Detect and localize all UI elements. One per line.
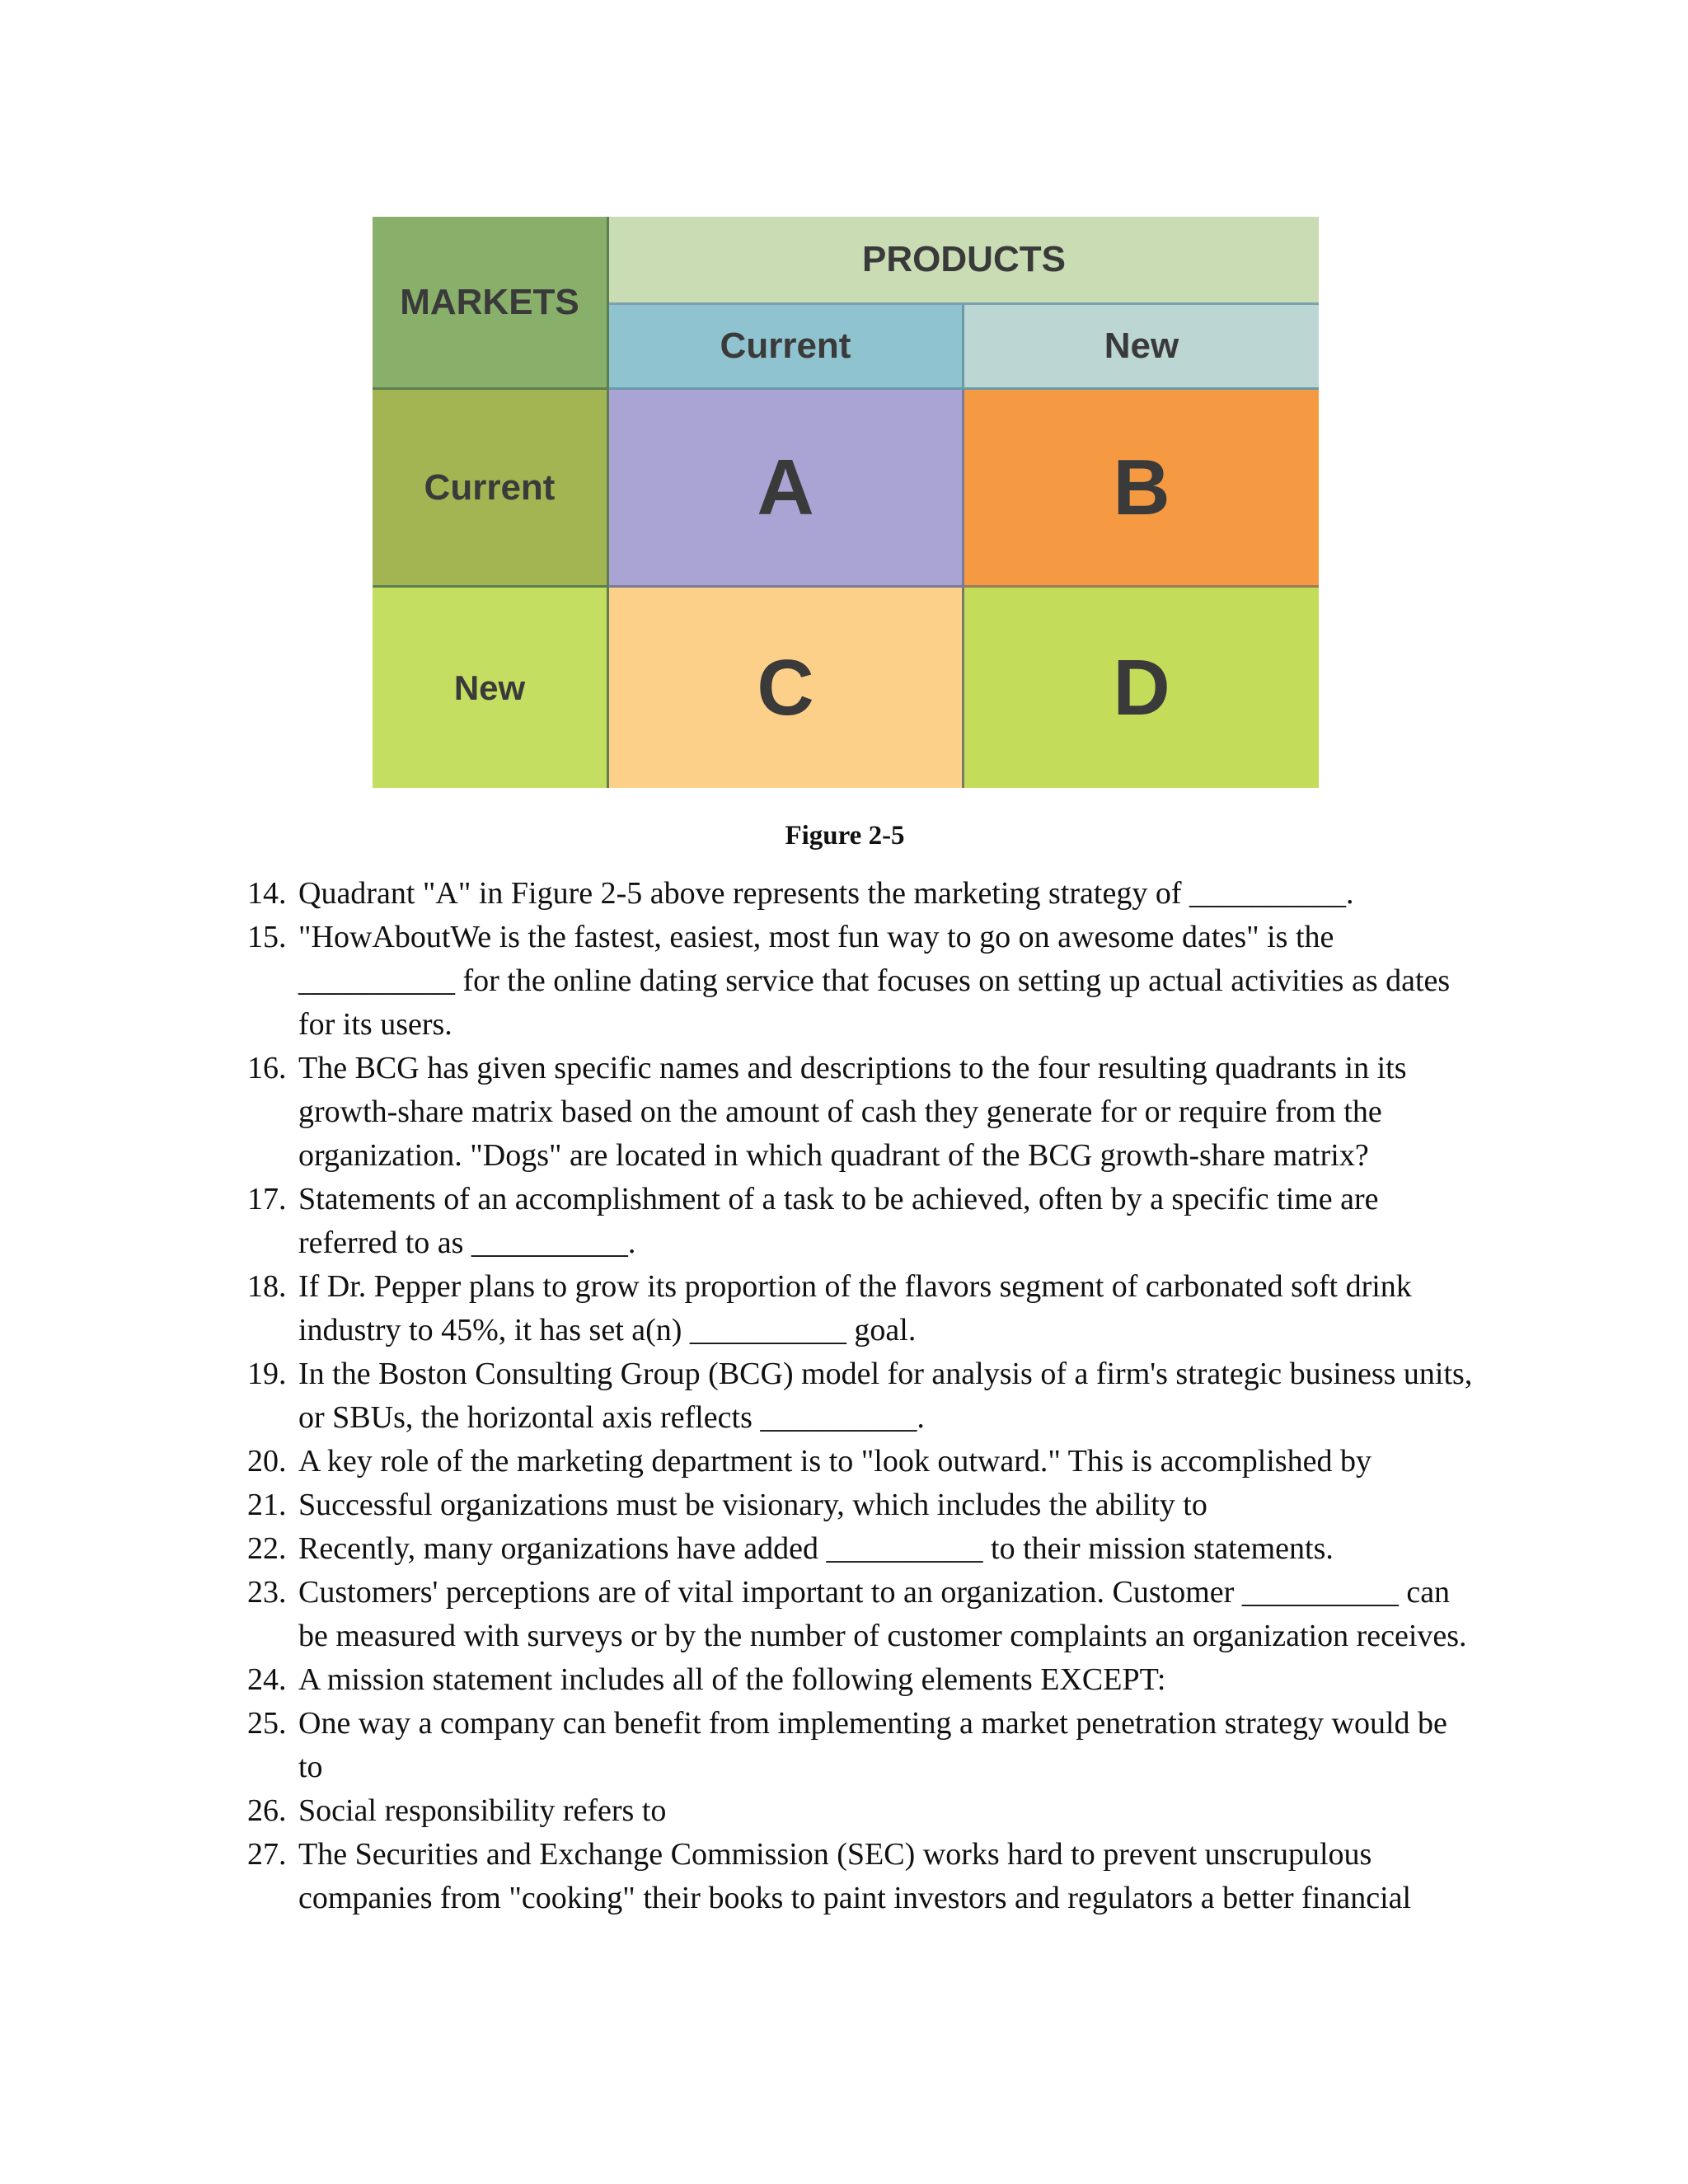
question-item — [0, 1352, 1688, 1440]
new-markets-header: New — [373, 588, 609, 788]
question-text: The BCG has given specific names and descriptions to the four resulting quadrants in its growth‑share matrix based on the amount of cash they generate for or require from the organization. "Dogs" are located in which quadrant of the BCG growth‑share matrix? — [298, 1051, 1414, 1173]
question-text: Social responsibility refers to — [298, 1793, 667, 1828]
question-item — [0, 1440, 1688, 1483]
question-list — [0, 872, 1688, 1920]
new-products-header: New — [964, 305, 1319, 390]
question-text: Customers' perceptions are of vital important to an organization. Customer __________ can be measured with surveys or by the number of customer complaints an organization receives. — [298, 1575, 1467, 1653]
question-item — [0, 1571, 1688, 1658]
question-text: A mission statement includes all of the following elements EXCEPT: — [298, 1662, 1166, 1697]
question-item — [0, 872, 1688, 916]
question-text: One way a company can benefit from implementing a market penetration strategy would be to — [298, 1706, 1456, 1784]
question-item — [0, 1527, 1688, 1571]
figure-caption: Figure 2-5 — [785, 821, 905, 851]
question-number: 23. — [247, 1575, 287, 1610]
question-item — [0, 1833, 1688, 1920]
question-text: The Securities and Exchange Commission (SEC) works hard to prevent unscrupulous companies from "cooking" their books to paint investors and regulators a better financial — [298, 1837, 1412, 1915]
quadrant-a: A — [609, 390, 964, 588]
question-text: "HowAboutWe is the fastest, easiest, most fun way to go on awesome dates" is the __________ for the online dating service that focuses on setting up actual activities as dates for its users. — [298, 920, 1458, 1042]
question-number: 14. — [247, 876, 287, 911]
question-item — [0, 1047, 1688, 1178]
question-number: 27. — [247, 1837, 287, 1872]
question-item — [0, 1483, 1688, 1527]
question-item — [0, 1265, 1688, 1352]
question-number: 22. — [247, 1531, 287, 1566]
question-number: 18. — [247, 1269, 287, 1304]
question-item — [0, 1702, 1688, 1789]
quadrant-d: D — [964, 588, 1319, 788]
question-text: Recently, many organizations have added __________ to their mission statements. — [298, 1531, 1334, 1566]
markets-header: MARKETS — [373, 217, 609, 390]
current-products-header: Current — [609, 305, 964, 390]
quadrant-b: B — [964, 390, 1319, 588]
question-item — [0, 1178, 1688, 1265]
question-number: 17. — [247, 1182, 287, 1216]
question-number: 25. — [247, 1706, 287, 1741]
question-text: A key role of the marketing department is to "look outward." This is accomplished by — [298, 1444, 1372, 1479]
question-number: 21. — [247, 1488, 287, 1522]
question-item — [0, 1658, 1688, 1702]
question-number: 15. — [247, 920, 287, 954]
products-header: PRODUCTS — [609, 217, 1319, 305]
question-text: In the Boston Consulting Group (BCG) model for analysis of a firm's strategic business units, or SBUs, the horizontal axis reflects __________. — [298, 1357, 1480, 1435]
question-number: 24. — [247, 1662, 287, 1697]
quadrant-c: C — [609, 588, 964, 788]
product-market-matrix-figure — [373, 217, 1319, 788]
question-text: Successful organizations must be visionary, which includes the ability to — [298, 1488, 1207, 1522]
current-markets-header: Current — [373, 390, 609, 588]
question-number: 16. — [247, 1051, 287, 1085]
question-text: If Dr. Pepper plans to grow its proportion of the flavors segment of carbonated soft drink industry to 45%, it has set a(n) __________ goal. — [298, 1269, 1420, 1347]
question-text: Quadrant "A" in Figure 2‑5 above represents the marketing strategy of __________. — [298, 876, 1354, 911]
question-number: 20. — [247, 1444, 287, 1479]
question-item — [0, 916, 1688, 1047]
question-number: 26. — [247, 1793, 287, 1828]
question-number: 19. — [247, 1357, 287, 1391]
question-item — [0, 1789, 1688, 1833]
question-text: Statements of an accomplishment of a task to be achieved, often by a specific time are referred to as __________. — [298, 1182, 1387, 1260]
